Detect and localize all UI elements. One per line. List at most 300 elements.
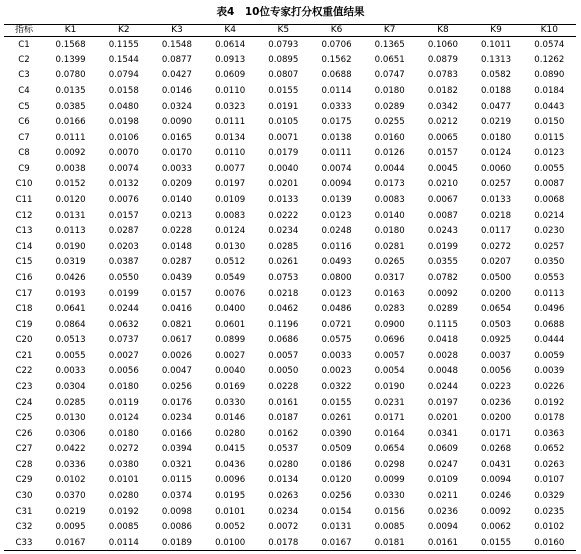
table-cell: 0.0140: [374, 210, 405, 221]
table-cell: 0.0900: [374, 319, 405, 330]
table-cell: 0.0099: [374, 475, 405, 486]
header-indicator: 指标: [4, 25, 44, 37]
table-cell: 0.0173: [374, 179, 405, 190]
table-cell: 0.0116: [321, 241, 352, 252]
table-cell: 0.0246: [481, 491, 512, 502]
table-cell: 0.0218: [268, 288, 299, 299]
table-cell: 0.0095: [55, 522, 86, 533]
table-cell: 0.0200: [481, 413, 512, 424]
table-cell: 0.0184: [534, 86, 565, 97]
row-label: C14: [15, 241, 33, 252]
table-cell: 0.0257: [534, 241, 565, 252]
table-cell: 0.0131: [321, 522, 352, 533]
row-label: C18: [15, 304, 33, 315]
table-cell: 0.0244: [427, 382, 458, 392]
table-cell: 0.0092: [481, 506, 512, 517]
table-cell: 0.0248: [321, 226, 352, 237]
table-cell: 0.0550: [108, 272, 139, 283]
table-cell: 0.0033: [161, 163, 192, 174]
table-cell: 0.0190: [374, 382, 405, 392]
table-cell: 0.0059: [534, 350, 565, 361]
table-cell: 0.0436: [215, 459, 246, 470]
table-cell: 0.0191: [268, 101, 299, 112]
table-cell: 0.0322: [321, 382, 352, 392]
table-cell: 0.0234: [268, 226, 299, 237]
table-cell: 0.0350: [534, 257, 565, 268]
table-cell: 0.0087: [534, 179, 565, 190]
table-cell: 0.0212: [427, 117, 458, 128]
table-cell: 0.0133: [481, 195, 512, 206]
table-cell: 0.0135: [55, 86, 86, 97]
table-cell: 0.0056: [108, 366, 139, 377]
table-cell: 0.0263: [534, 459, 565, 470]
table-row: [4, 286, 576, 302]
table-cell: 0.0146: [161, 86, 192, 97]
table-cell: 0.0800: [321, 272, 352, 283]
table-cell: 0.1262: [534, 54, 565, 65]
table-cell: 0.0166: [55, 117, 86, 128]
table-cell: 0.0188: [481, 86, 512, 97]
table-cell: 0.0106: [108, 132, 139, 143]
table-cell: 0.0107: [534, 475, 565, 486]
table-cell: 0.1115: [427, 319, 458, 330]
table-cell: 0.0165: [161, 132, 192, 143]
table-cell: 0.0575: [321, 335, 352, 346]
table-cell: 0.0070: [108, 148, 139, 159]
table-cell: 0.0444: [534, 335, 565, 346]
table-cell: 0.0651: [374, 54, 405, 65]
table-cell: 0.0426: [55, 272, 86, 283]
table-cell: 0.0231: [374, 397, 405, 408]
table-cell: 0.0363: [534, 428, 565, 439]
table-cell: 0.0374: [161, 491, 192, 502]
table-cell: 0.0131: [55, 210, 86, 221]
table-cell: 0.0134: [268, 475, 299, 486]
table-cell: 0.0782: [427, 272, 458, 283]
table-cell: 0.0263: [268, 491, 299, 502]
table-row: [4, 192, 576, 208]
row-label: C19: [15, 319, 33, 330]
row-label: C17: [15, 288, 33, 299]
table-cell: 0.0146: [215, 413, 246, 424]
row-label: C10: [15, 179, 33, 190]
table-cell: 0.0115: [534, 132, 565, 143]
header-k2: K2: [97, 25, 150, 37]
table-cell: 0.0913: [215, 54, 246, 65]
table-cell: 0.0342: [427, 101, 458, 112]
table-cell: 0.0500: [481, 272, 512, 283]
table-cell: 0.0807: [268, 70, 299, 81]
table-cell: 0.0370: [55, 491, 86, 502]
table-cell: 0.0074: [321, 163, 352, 174]
table-cell: 0.0285: [268, 241, 299, 252]
table-cell: 0.0261: [268, 257, 299, 268]
table-cell: 0.0201: [427, 413, 458, 424]
table-cell: 0.0890: [534, 70, 565, 81]
table-cell: 0.0138: [321, 132, 352, 143]
table-cell: 0.0380: [108, 459, 139, 470]
table-cell: 0.0065: [427, 132, 458, 143]
table-cell: 0.0280: [108, 491, 139, 502]
table-cell: 0.0023: [321, 366, 352, 377]
table-cell: 0.0330: [215, 397, 246, 408]
table-cell: 0.0161: [416, 535, 469, 551]
row-label: C11: [15, 195, 33, 206]
table-cell: 0.0155: [470, 535, 523, 551]
table-cell: 0.0864: [55, 319, 86, 330]
table-cell: 0.1562: [321, 54, 352, 65]
header-k1: K1: [44, 25, 97, 37]
table-row: [4, 410, 576, 426]
row-label: C2: [18, 54, 30, 65]
table-cell: 0.1399: [55, 54, 86, 65]
table-cell: 0.0190: [55, 241, 86, 252]
row-label: C7: [18, 132, 30, 143]
row-label: C32: [15, 522, 33, 533]
table-cell: 0.0793: [268, 39, 299, 50]
table-cell: 0.0180: [374, 86, 405, 97]
table-cell: 0.0139: [321, 195, 352, 206]
table-cell: 0.0180: [108, 428, 139, 439]
table-cell: 0.0113: [55, 226, 86, 237]
table-cell: 0.0247: [427, 459, 458, 470]
table-cell: 0.0632: [108, 319, 139, 330]
table-cell: 0.0324: [161, 101, 192, 112]
table-cell: 0.0157: [161, 288, 192, 299]
row-label: C29: [15, 475, 33, 486]
table-cell: 0.0480: [108, 101, 139, 112]
table-title: 表4 10位专家打分权重值结果: [216, 6, 365, 18]
table-cell: 0.0060: [481, 163, 512, 174]
table-cell: 0.0486: [321, 304, 352, 315]
table-cell: 0.0207: [481, 257, 512, 268]
table-cell: 0.0199: [427, 241, 458, 252]
table-cell: 0.0223: [481, 382, 512, 392]
table-row: [4, 146, 576, 162]
table-cell: 0.0222: [268, 210, 299, 221]
table-cell: 0.0050: [268, 366, 299, 377]
table-cell: 0.0057: [268, 350, 299, 361]
table-row: [4, 442, 576, 458]
table-cell: 0.0027: [108, 350, 139, 361]
row-label: C27: [15, 444, 33, 455]
table-cell: 0.0265: [374, 257, 405, 268]
table-cell: 0.0026: [161, 350, 192, 361]
table-cell: 0.0155: [268, 86, 299, 97]
header-k7: K7: [363, 25, 416, 37]
table-cell: 0.0199: [108, 288, 139, 299]
table-cell: 0.0164: [374, 428, 405, 439]
table-cell: 0.0431: [481, 459, 512, 470]
table-row: [4, 473, 576, 489]
table-cell: 0.0236: [481, 397, 512, 408]
table-cell: 0.0047: [161, 366, 192, 377]
table-cell: 0.0040: [215, 366, 246, 377]
header-k10: K10: [523, 25, 576, 37]
table-cell: 0.0033: [55, 366, 86, 377]
table-cell: 0.0162: [268, 428, 299, 439]
header-k8: K8: [416, 25, 469, 37]
table-cell: 0.0654: [374, 444, 405, 455]
table-cell: 0.0102: [534, 522, 565, 533]
table-cell: 0.0780: [55, 70, 86, 81]
table-cell: 0.1313: [481, 54, 512, 65]
table-cell: 0.0111: [55, 132, 86, 143]
table-cell: 0.0319: [55, 257, 86, 268]
table-cell: 0.0105: [268, 117, 299, 128]
row-label: C5: [18, 101, 30, 112]
table-row: [4, 395, 576, 411]
table-cell: 0.0192: [534, 397, 565, 408]
table-cell: 0.0783: [427, 70, 458, 81]
table-cell: 0.0133: [268, 195, 299, 206]
table-cell: 0.0287: [108, 226, 139, 237]
table-cell: 0.0045: [427, 163, 458, 174]
table-cell: 0.0355: [427, 257, 458, 268]
table-cell: 0.0281: [374, 241, 405, 252]
table-cell: 0.0285: [55, 397, 86, 408]
table-cell: 0.0094: [481, 475, 512, 486]
table-cell: 0.0306: [55, 428, 86, 439]
table-cell: 0.0512: [215, 257, 246, 268]
table-cell: 0.0101: [108, 475, 139, 486]
table-cell: 0.0033: [321, 350, 352, 361]
table-cell: 0.0148: [161, 241, 192, 252]
table-row: [4, 504, 576, 520]
table-cell: 0.0056: [481, 366, 512, 377]
table-cell: 0.0235: [534, 506, 565, 517]
table-cell: 0.0209: [161, 179, 192, 190]
table-cell: 0.0085: [374, 522, 405, 533]
row-label: C22: [15, 366, 33, 377]
table-cell: 0.0132: [108, 179, 139, 190]
table-cell: 0.0167: [44, 535, 97, 551]
table-cell: 0.0092: [427, 288, 458, 299]
table-cell: 0.0176: [161, 397, 192, 408]
table-cell: 0.0387: [108, 257, 139, 268]
row-label: C30: [15, 491, 33, 502]
table-row: [4, 177, 576, 193]
row-label: C26: [15, 428, 33, 439]
table-row: [4, 68, 576, 84]
table-cell: 0.0821: [161, 319, 192, 330]
table-row: [4, 535, 576, 551]
table-cell: 0.1060: [427, 39, 458, 50]
table-cell: 0.0120: [55, 195, 86, 206]
table-cell: 0.0113: [534, 288, 565, 299]
table-cell: 0.0341: [427, 428, 458, 439]
table-cell: 0.0879: [427, 54, 458, 65]
table-cell: 0.0439: [161, 272, 192, 283]
table-cell: 0.0280: [268, 459, 299, 470]
table-row: [4, 301, 576, 317]
table-cell: 0.1011: [481, 39, 512, 50]
table-row: [4, 426, 576, 442]
table-cell: 0.0537: [268, 444, 299, 455]
table-cell: 0.0180: [481, 132, 512, 143]
row-label: C33: [4, 535, 44, 551]
table-cell: 0.0180: [374, 226, 405, 237]
table-row: [4, 223, 576, 239]
table-cell: 0.0134: [215, 132, 246, 143]
table-cell: 0.0167: [310, 535, 363, 551]
table-cell: 0.0652: [534, 444, 565, 455]
table-cell: 0.0096: [215, 475, 246, 486]
table-cell: 0.0124: [215, 226, 246, 237]
table-cell: 0.0154: [321, 506, 352, 517]
row-label: C4: [18, 86, 30, 97]
table-cell: 0.0076: [108, 195, 139, 206]
table-cell: 0.0152: [55, 179, 86, 190]
table-cell: 0.0098: [161, 506, 192, 517]
table-cell: 0.0261: [321, 413, 352, 424]
table-cell: 0.0336: [55, 459, 86, 470]
table-cell: 0.0641: [55, 304, 86, 315]
row-label: C28: [15, 459, 33, 470]
table-cell: 0.0160: [523, 535, 576, 551]
table-cell: 0.0289: [374, 101, 405, 112]
row-label: C23: [15, 382, 33, 392]
table-cell: 0.0109: [427, 475, 458, 486]
table-row: [4, 379, 576, 395]
row-label: C3: [18, 70, 30, 81]
table-cell: 0.0124: [108, 413, 139, 424]
table-cell: 0.0160: [374, 132, 405, 143]
table-cell: 0.0193: [55, 288, 86, 299]
table-cell: 0.0126: [374, 148, 405, 159]
table-cell: 0.0213: [161, 210, 192, 221]
row-label: C20: [15, 335, 33, 346]
table-cell: 0.0123: [321, 288, 352, 299]
table-cell: 0.0794: [108, 70, 139, 81]
table-row: [4, 270, 576, 286]
table-cell: 0.0298: [374, 459, 405, 470]
table-cell: 0.0503: [481, 319, 512, 330]
table-cell: 0.1196: [268, 319, 299, 330]
table-cell: 0.0721: [321, 319, 352, 330]
table-cell: 0.0195: [215, 491, 246, 502]
table-cell: 0.0609: [215, 70, 246, 81]
table-cell: 0.0178: [534, 413, 565, 424]
table-cell: 0.0130: [215, 241, 246, 252]
table-cell: 0.0186: [321, 459, 352, 470]
table-cell: 0.0072: [268, 522, 299, 533]
table-cell: 0.1548: [161, 39, 192, 50]
table-cell: 0.0090: [161, 117, 192, 128]
table-cell: 0.0200: [481, 288, 512, 299]
table-cell: 0.0179: [268, 148, 299, 159]
table-cell: 0.0175: [321, 117, 352, 128]
table-cell: 0.0111: [215, 117, 246, 128]
table-cell: 0.0086: [161, 522, 192, 533]
table-row: [4, 114, 576, 130]
table-cell: 0.1155: [108, 39, 139, 50]
table-cell: 0.0155: [321, 397, 352, 408]
table-cell: 0.0418: [427, 335, 458, 346]
table-cell: 0.0076: [215, 288, 246, 299]
table-cell: 0.0394: [161, 444, 192, 455]
table-cell: 0.0180: [108, 382, 139, 392]
table-cell: 0.0187: [268, 413, 299, 424]
table-row: [4, 37, 576, 53]
table-row: [4, 239, 576, 255]
table-cell: 0.0161: [268, 397, 299, 408]
table-cell: 0.0228: [161, 226, 192, 237]
table-cell: 0.0925: [481, 335, 512, 346]
table-cell: 0.0601: [215, 319, 246, 330]
table-cell: 0.0390: [321, 428, 352, 439]
table-cell: 0.0614: [215, 39, 246, 50]
table-cell: 0.0100: [204, 535, 257, 551]
table-cell: 0.0280: [215, 428, 246, 439]
table-cell: 0.0493: [321, 257, 352, 268]
table-cell: 0.0477: [481, 101, 512, 112]
table-cell: 0.0166: [161, 428, 192, 439]
table-cell: 0.0150: [534, 117, 565, 128]
table-cell: 0.0234: [161, 413, 192, 424]
table-cell: 0.0686: [268, 335, 299, 346]
table-cell: 0.0877: [161, 54, 192, 65]
row-label: C13: [15, 226, 33, 237]
table-cell: 0.0039: [534, 366, 565, 377]
row-label: C25: [15, 413, 33, 424]
table-cell: 0.0028: [427, 350, 458, 361]
table-header-row: [4, 25, 576, 37]
row-label: C6: [18, 117, 30, 128]
table-cell: 0.0219: [481, 117, 512, 128]
table-cell: 0.0077: [215, 163, 246, 174]
table-cell: 0.0321: [161, 459, 192, 470]
table-cell: 0.0218: [481, 210, 512, 221]
table-cell: 0.0178: [257, 535, 310, 551]
table-cell: 0.0256: [161, 382, 192, 392]
table-cell: 0.0157: [108, 210, 139, 221]
table-cell: 0.0210: [427, 179, 458, 190]
table-cell: 0.0037: [481, 350, 512, 361]
header-k6: K6: [310, 25, 363, 37]
table-cell: 0.0124: [481, 148, 512, 159]
table-cell: 0.0329: [534, 491, 565, 502]
table-cell: 0.0119: [108, 397, 139, 408]
table-cell: 0.0055: [534, 163, 565, 174]
table-cell: 0.0071: [268, 132, 299, 143]
table-row: [4, 255, 576, 271]
table-cell: 0.0272: [108, 444, 139, 455]
table-cell: 0.0304: [55, 382, 86, 392]
table-cell: 0.0283: [374, 304, 405, 315]
table-cell: 0.0158: [108, 86, 139, 97]
table-cell: 0.0054: [374, 366, 405, 377]
table-row: [4, 83, 576, 99]
table-cell: 0.0110: [215, 148, 246, 159]
table-cell: 0.0111: [321, 148, 352, 159]
table-cell: 0.0509: [321, 444, 352, 455]
table-cell: 0.0753: [268, 272, 299, 283]
table-cell: 0.0256: [321, 491, 352, 502]
table-cell: 0.0083: [215, 210, 246, 221]
table-cell: 0.0110: [215, 86, 246, 97]
table-cell: 0.0067: [427, 195, 458, 206]
table-cell: 0.0737: [108, 335, 139, 346]
table-body: [4, 37, 576, 551]
table-cell: 0.0272: [481, 241, 512, 252]
table-cell: 0.0219: [55, 506, 86, 517]
table-cell: 0.0323: [215, 101, 246, 112]
row-label: C16: [15, 272, 33, 283]
table-cell: 0.1568: [55, 39, 86, 50]
table-cell: 0.0170: [161, 148, 192, 159]
table-row: [4, 364, 576, 380]
